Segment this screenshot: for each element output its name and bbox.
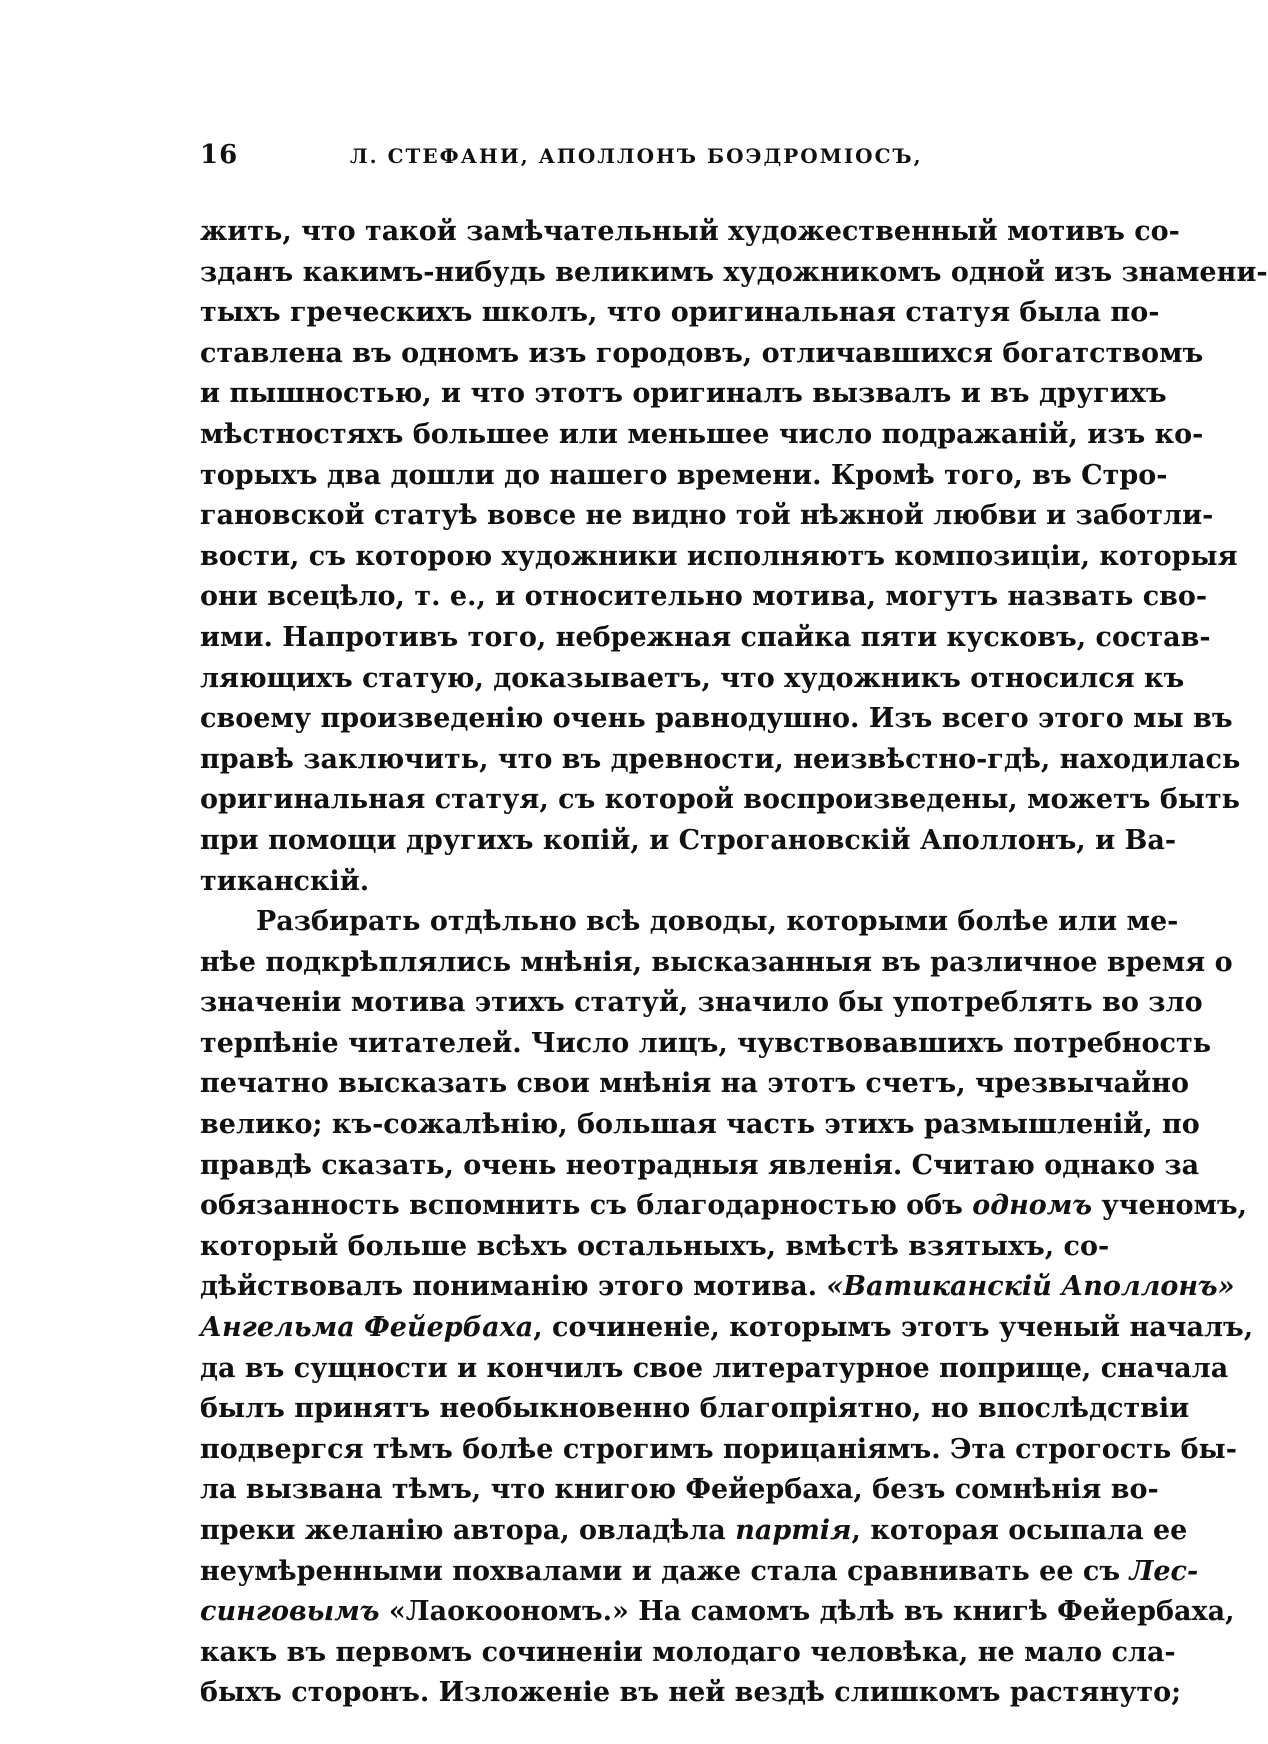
text-line: да въ сущности и кончилъ свое литературное поприще, сначала bbox=[200, 1352, 1229, 1384]
text-line bbox=[200, 1511, 1188, 1552]
page-number: 16 bbox=[200, 140, 239, 170]
text-line: нѣе подкрѣплялись мнѣнія, высказанныя въ различное время о bbox=[200, 946, 1233, 978]
text-line bbox=[200, 1186, 1248, 1227]
text-segment: , сочиненіе, которымъ этотъ ученый началъ, bbox=[533, 1312, 1254, 1344]
text-line: своему произведенію очень равнодушно. Изъ всего этого мы въ bbox=[200, 703, 1233, 735]
running-head bbox=[200, 140, 1040, 180]
text-line: терпѣніе читателей. Число лицъ, чувствовавшихъ потребность bbox=[200, 1027, 1212, 1059]
text-line: который больше всѣхъ остальныхъ, вмѣстѣ взятыхъ, со- bbox=[200, 1230, 1110, 1262]
italic-segment: Лес- bbox=[1129, 1555, 1199, 1587]
text-segment: ученомъ, bbox=[1092, 1190, 1248, 1222]
body-text bbox=[200, 212, 1268, 1714]
text-line: ла вызвана тѣмъ, что книгою Фейербаха, безъ сомнѣнія во- bbox=[200, 1474, 1159, 1506]
text-line: ими. Напротивъ того, небрежная спайка пяти кусковъ, состав- bbox=[200, 621, 1211, 653]
italic-segment: «Ватиканскій Аполлонъ» bbox=[826, 1271, 1235, 1303]
text-line: подвергся тѣмъ болѣе строгимъ порицаніямъ. Эта строгость бы- bbox=[200, 1433, 1237, 1465]
text-line bbox=[200, 1592, 1235, 1633]
text-segment: дѣйствовалъ пониманію этого мотива. bbox=[200, 1271, 827, 1303]
text-line bbox=[200, 1267, 1235, 1308]
text-line: ставлена въ одномъ изъ городовъ, отличавшихся богатствомъ bbox=[200, 337, 1204, 369]
italic-segment: синговымъ bbox=[200, 1596, 380, 1628]
text-line: тыхъ греческихъ школъ, что оригинальная статуя была по- bbox=[200, 297, 1160, 329]
text-line: ляющихъ статую, доказываетъ, что художникъ относился къ bbox=[200, 662, 1185, 694]
text-line: торыхъ два дошли до нашего времени. Кромѣ того, въ Стро- bbox=[200, 459, 1168, 491]
running-title: Л. СТЕФАНИ, АПОЛЛОНЪ БОЭДРОМІОСЪ, bbox=[350, 144, 923, 168]
text-line: значеніи мотива этихъ статуй, значило бы употреблять во зло bbox=[200, 987, 1203, 1019]
text-line: правѣ заключить, что въ древности, неизвѣстно-гдѣ, находилась bbox=[200, 743, 1241, 775]
text-line bbox=[200, 1308, 1254, 1349]
text-line: быхъ сторонъ. Изложеніе въ ней вездѣ слишкомъ растянуто; bbox=[200, 1677, 1182, 1709]
text-line: какъ въ первомъ сочиненіи молодаго человѣка, не мало сла- bbox=[200, 1636, 1176, 1668]
text-line bbox=[200, 1552, 1199, 1593]
text-line: они всецѣло, т. е., и относительно мотива, могутъ назвать сво- bbox=[200, 581, 1208, 613]
text-line: тиканскій. bbox=[200, 865, 370, 897]
italic-segment: одномъ bbox=[972, 1190, 1093, 1222]
text-line: былъ принятъ необыкновенно благопріятно, но впослѣдствіи bbox=[200, 1393, 1190, 1425]
text-line: и пышностью, и что этотъ оригиналъ вызвалъ и въ другихъ bbox=[200, 378, 1167, 410]
text-line: Разбирать отдѣльно всѣ доводы, которыми болѣе или ме- bbox=[256, 906, 1179, 938]
text-line: мѣстностяхъ большее или меньшее число подражаній, изъ ко- bbox=[200, 418, 1204, 450]
text-line: печатно высказать свои мнѣнія на этотъ счетъ, чрезвычайно bbox=[200, 1068, 1189, 1100]
italic-segment: Ангельма Фейербаха bbox=[200, 1312, 534, 1344]
text-line: зданъ какимъ-нибудь великимъ художникомъ одной изъ знамени- bbox=[200, 256, 1268, 288]
text-line: при помощи другихъ копій, и Строгановскій Аполлонъ, и Ва- bbox=[200, 824, 1177, 856]
text-segment: обязанность вспомнить съ благодарностью объ bbox=[200, 1190, 973, 1222]
text-segment: , которая осыпала ее bbox=[851, 1515, 1188, 1546]
text-line: гановской статуѣ вовсе не видно той нѣжной любви и заботли- bbox=[200, 500, 1214, 532]
text-line: вости, съ которою художники исполняютъ композиціи, которыя bbox=[200, 540, 1238, 572]
text-line: правдѣ сказать, очень неотрадныя явленія. Считаю однако за bbox=[200, 1149, 1200, 1181]
text-segment: преки желанію автора, овладѣла bbox=[200, 1515, 736, 1546]
text-line: оригинальная статуя, съ которой воспроизведены, можетъ быть bbox=[200, 784, 1240, 816]
text-segment: неумѣренными похвалами и даже стала сравнивать ее съ bbox=[200, 1555, 1130, 1587]
text-segment: «Лаокоономъ.» На самомъ дѣлѣ въ книгѣ Фейербаха, bbox=[379, 1596, 1235, 1628]
italic-segment: партія bbox=[735, 1515, 852, 1546]
text-line: жить, что такой замѣчательный художественный мотивъ со- bbox=[200, 216, 1180, 247]
text-line: велико; къ-сожалѣнію, большая часть этихъ размышленій, по bbox=[200, 1109, 1200, 1141]
